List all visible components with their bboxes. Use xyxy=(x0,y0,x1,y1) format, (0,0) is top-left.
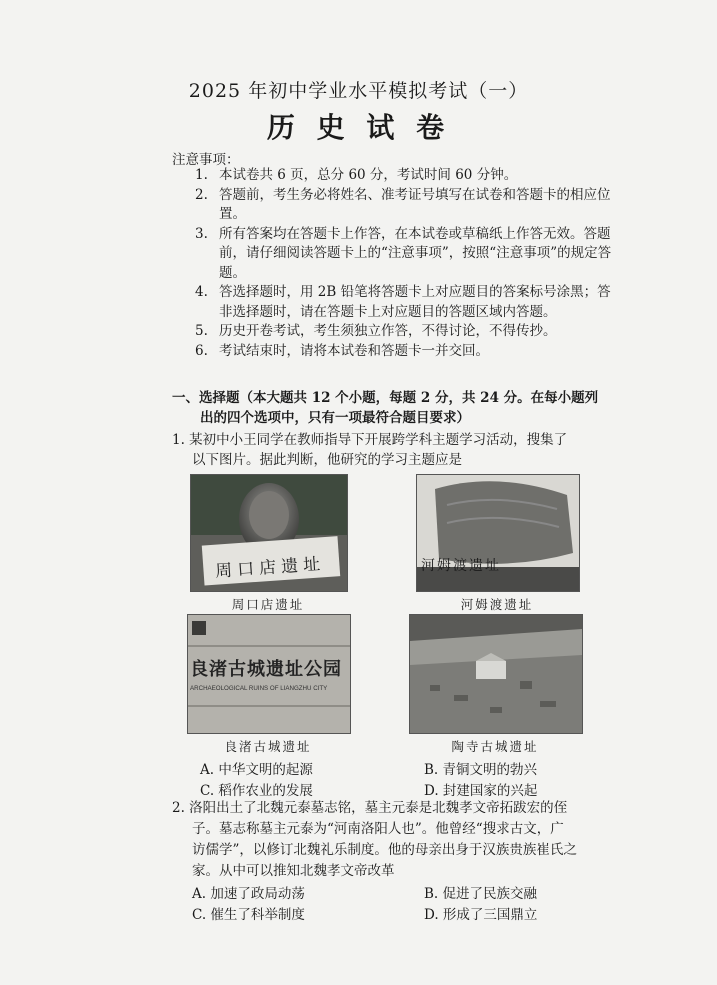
notice-item xyxy=(195,186,615,225)
notice-item-text: 答选择题时，用 2B 铅笔将答题卡上对应题目的答案标号涂黑；答非选择题时，请在答题卡上对应题目的答题区域内答题。 xyxy=(219,284,611,320)
section-heading-line: 一、选择题（本大题共 12 个小题，每题 2 分，共 24 分。在每小题列 xyxy=(172,390,599,406)
notice-item xyxy=(195,342,615,362)
question-2-stem xyxy=(172,798,622,882)
option-a[interactable]: A. 中华文明的起源 xyxy=(200,762,313,778)
liangzhu-sign-text: 良渚古城遗址公园 xyxy=(190,659,342,680)
liangzhu-sign-subtext: ARCHAEOLOGICAL RUINS OF LIANGZHU CITY xyxy=(190,685,328,692)
option-c[interactable]: C. 催生了科举制度 xyxy=(192,907,305,923)
notice-item xyxy=(195,322,615,342)
photo-taosi xyxy=(409,614,583,734)
option-d[interactable]: D. 形成了三国鼎立 xyxy=(424,907,538,923)
notice-item-number: 2. xyxy=(195,186,208,203)
option-a[interactable]: A. 加速了政局动荡 xyxy=(192,886,305,902)
notice-item-text: 本试卷共 6 页，总分 60 分，考试时间 60 分钟。 xyxy=(219,167,518,183)
notice-item xyxy=(195,225,615,284)
exam-title: 2025 年初中学业水平模拟考试（一） xyxy=(188,80,529,102)
question-2-line: 2. 洛阳出土了北魏元泰墓志铭，墓主元泰是北魏孝文帝拓跋宏的侄 xyxy=(172,800,568,816)
option-d[interactable]: D. 封建国家的兴起 xyxy=(424,783,538,799)
question-2-line: 家。从中可以推知北魏孝文帝改革 xyxy=(192,863,395,879)
question-1-line: 以下图片。据此判断，他研究的学习主题应是 xyxy=(192,452,462,468)
notice-item-number: 5. xyxy=(195,323,208,339)
section-heading xyxy=(172,388,622,428)
notice-item-number: 1. xyxy=(195,167,208,183)
caption-taosi: 陶寺古城遗址 xyxy=(451,739,539,754)
option-b[interactable]: B. 青铜文明的勃兴 xyxy=(424,762,538,778)
question-1-line: 1. 某初中小王同学在教师指导下开展跨学科主题学习活动，搜集了 xyxy=(172,432,568,448)
notice-item-text: 答题前，考生务必将姓名、准考证号填写在试卷和答题卡的相应位置。 xyxy=(219,186,611,222)
option-c[interactable]: C. 稻作农业的发展 xyxy=(200,783,313,799)
notice-item-text: 考试结束时，请将本试卷和答题卡一并交回。 xyxy=(219,342,489,359)
notice-item-number: 6. xyxy=(195,342,208,359)
photo-liangzhu xyxy=(187,614,351,734)
caption-zhoukoudian: 周口店遗址 xyxy=(231,597,305,612)
notice-item-number: 3. xyxy=(195,225,208,242)
notice-heading: 注意事项： xyxy=(172,152,240,168)
section-heading-line: 出的四个选项中，只有一项最符合题目要求） xyxy=(200,410,470,426)
exam-subject: 历 史 试 卷 xyxy=(266,111,451,144)
notice-item xyxy=(195,166,615,186)
notice-item-text: 历史开卷考试，考生须独立作答，不得讨论，不得传抄。 xyxy=(219,323,557,339)
option-b[interactable]: B. 促进了民族交融 xyxy=(424,886,538,902)
photo-zhoukoudian xyxy=(190,474,348,592)
hemudu-sign-text: 河姆渡遗址 xyxy=(421,558,501,574)
notice-item-number: 4. xyxy=(195,284,208,300)
notice-list xyxy=(195,166,615,361)
photo-hemudu xyxy=(416,474,580,592)
question-1-stem xyxy=(172,430,622,470)
notice-item-text: 所有答案均在答题卡上作答，在本试卷或草稿纸上作答无效。答题前，请仔细阅读答题卡上的“注意事项”，按照“注意事项”的规定答题。 xyxy=(219,225,612,281)
question-2-line: 访儒学”，以修订北魏礼乐制度。他的母亲出身于汉族贵族崔氏之 xyxy=(192,842,577,858)
question-2-line: 子。墓志称墓主元泰为“河南洛阳人也”。他曾经“搜求古文，广 xyxy=(192,821,564,837)
notice-item xyxy=(195,283,615,322)
caption-liangzhu: 良渚古城遗址 xyxy=(224,739,312,754)
caption-hemudu: 河姆渡遗址 xyxy=(460,597,534,612)
zhoukoudian-sign-text: 周口店遗址 xyxy=(214,554,326,582)
